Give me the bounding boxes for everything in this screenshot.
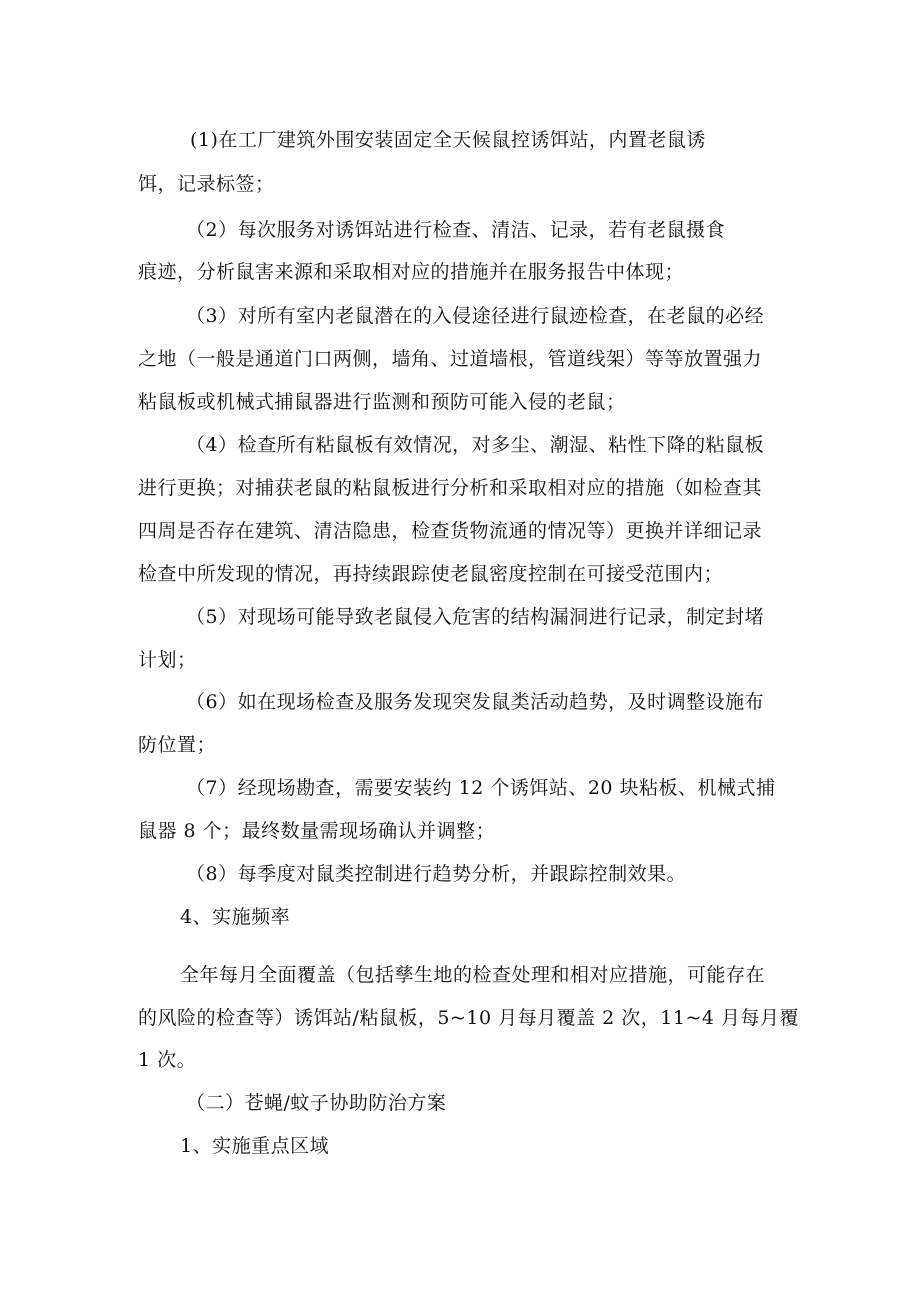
item-1-line-2: 饵，记录标签； [138, 173, 275, 195]
item-6-line-2: 防位置； [138, 734, 217, 756]
item-3-line-1: （3）对所有室内老鼠潜在的入侵途径进行鼠迹检查，在老鼠的必经 [186, 305, 765, 327]
frequency-line-1: 全年每月全面覆盖（包括孳生地的检查处理和相对应措施，可能存在 [180, 964, 766, 986]
item-4-line-3: 四周是否存在建筑、清洁隐患，检查货物流通的情况等）更换并详细记录 [138, 520, 763, 542]
item-4-line-1: （4）检查所有粘鼠板有效情况，对多尘、潮湿、粘性下降的粘鼠板 [186, 434, 765, 456]
subheading-key-areas: 1、实施重点区域 [180, 1135, 330, 1157]
item-7-line-2: 鼠器 8 个；最终数量需现场确认并调整； [138, 820, 496, 842]
item-4-line-4: 检查中所发现的情况，再持续跟踪使老鼠密度控制在可接受范围内； [138, 563, 724, 585]
item-8-line-1: （8）每季度对鼠类控制进行趋势分析，并跟踪控制效果。 [186, 863, 687, 885]
item-3-line-2: 之地（一般是通道门口两侧，墙角、过道墙根，管道线架）等等放置强力 [138, 348, 763, 370]
item-6-line-1: （6）如在现场检查及服务发现突发鼠类活动趋势，及时调整设施布 [186, 691, 765, 713]
frequency-line-2: 的风险的检查等）诱饵站/粘鼠板，5~10 月每月覆盖 2 次，11~4 月每月覆 [138, 1007, 800, 1029]
item-4-line-2: 进行更换；对捕获老鼠的粘鼠板进行分析和采取相对应的措施（如检查其 [138, 477, 763, 499]
item-5-line-2: 计划； [138, 649, 197, 671]
section-title: （二）苍蝇/蚊子协助防治方案 [186, 1092, 447, 1114]
frequency-line-3: 1 次。 [138, 1049, 197, 1071]
item-7-line-1: （7）经现场勘查，需要安装约 12 个诱饵站、20 块粘板、机械式捕 [186, 777, 776, 799]
frequency-heading: 4、实施频率 [180, 906, 291, 928]
item-1-line-1: (1)在工厂建筑外围安装固定全天候鼠控诱饵站，内置老鼠诱 [190, 129, 706, 151]
item-2-line-2: 痕迹，分析鼠害来源和采取相对应的措施并在服务报告中体现； [138, 261, 685, 283]
item-3-line-3: 粘鼠板或机械式捕鼠器进行监测和预防可能入侵的老鼠； [138, 391, 626, 413]
item-5-line-1: （5）对现场可能导致老鼠侵入危害的结构漏洞进行记录，制定封堵 [186, 606, 765, 628]
item-2-line-1: （2）每次服务对诱饵站进行检查、清洁、记录，若有老鼠摄食 [186, 219, 726, 241]
